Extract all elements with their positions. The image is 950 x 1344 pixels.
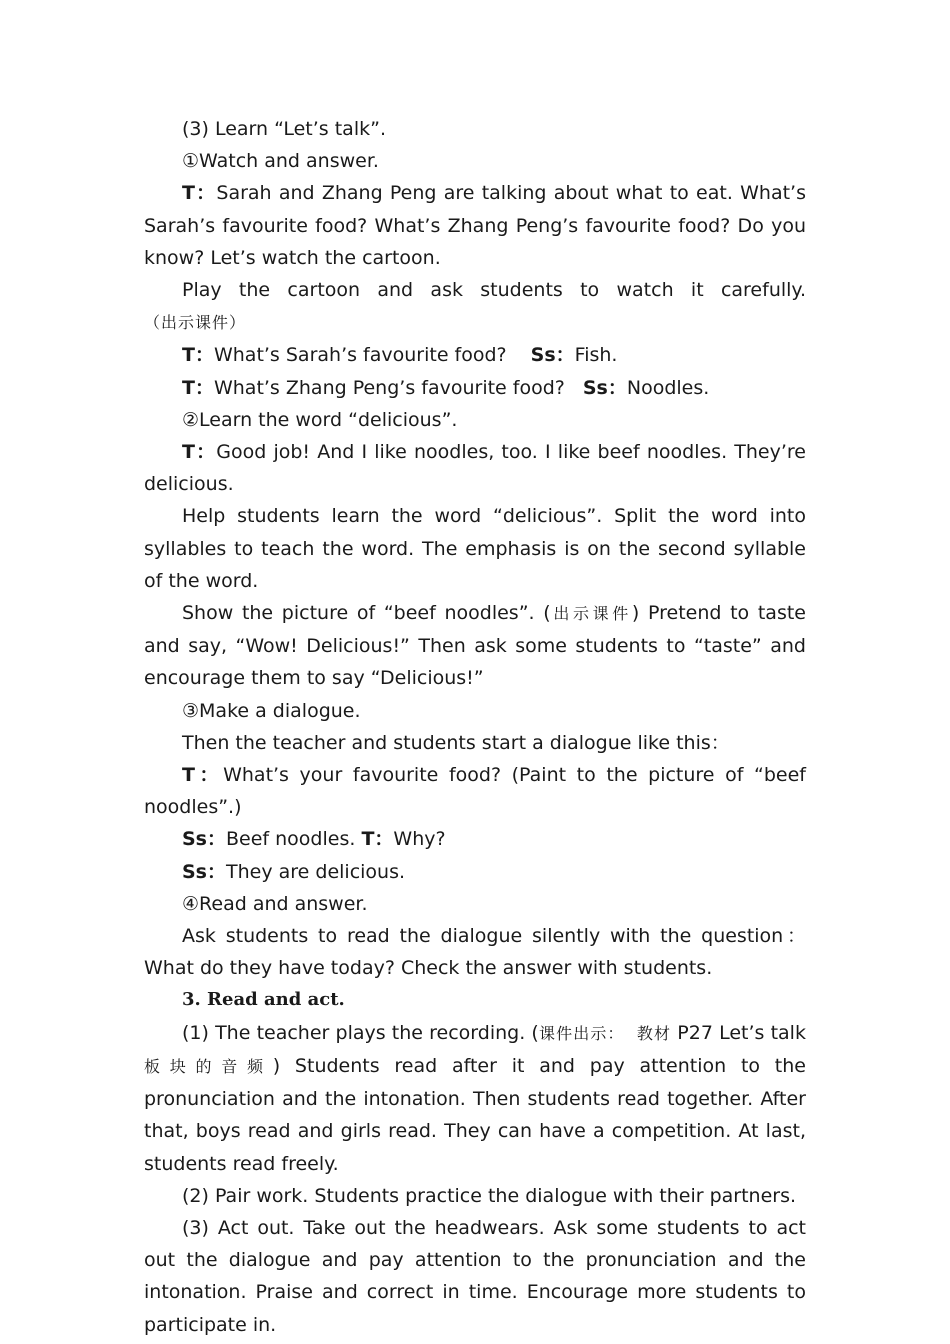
document-page (144, 113, 806, 1341)
answer: Beef noodles. (226, 828, 362, 851)
qa-zhang-peng (144, 372, 806, 404)
line-text: Good job! And I like noodles, too. I like beef noodles. They’re delicious. (144, 441, 806, 496)
line-text: (1) The teacher plays the recording. ( (182, 1021, 539, 1044)
instruction-act-out: (3) Act out. Take out the headwears. Ask some students to act out the dialogue and pay attention to the pronunciation and the intonation. Praise and correct in time. Encourage more students to participate in. (144, 1216, 806, 1336)
answer: They are delicious. (226, 860, 406, 883)
qa-sarah (144, 339, 806, 371)
answer: Fish. (574, 344, 618, 367)
speaker-t: T： (361, 828, 394, 851)
line-text: Sarah and Zhang Peng are talking about what to eat. What’s Sarah’s favourite food? What’s Zhang Peng’s favourite food? Do you know? Let’s watch the cartoon. (144, 182, 806, 269)
speaker-t: T： (182, 376, 214, 399)
speaker-ss: Ss： (530, 344, 575, 367)
step-learn-delicious: ②Learn the word “delicious”. (182, 408, 458, 431)
step-read-and-answer: ④Read and answer. (182, 892, 368, 915)
line-text: Show the picture of “beef noodles”. ( (182, 602, 551, 625)
chinese-note: 教材 (636, 1023, 672, 1043)
teacher-line-good-job (144, 436, 806, 500)
instruction-syllables: Help students learn the word “delicious”. Split the word into syllables to teach the word. The emphasis is on the second syllable of the word. (144, 505, 806, 592)
speaker-ss: Ss： (182, 860, 226, 883)
chinese-note: 课件出示： (538, 1023, 625, 1043)
question: What’s Zhang Peng’s favourite food? (213, 376, 565, 399)
chinese-note: 板块的音频 (144, 1056, 273, 1076)
speaker-t: T： (182, 764, 224, 787)
chinese-note: 出示课件 (550, 604, 632, 624)
speaker-t: T： (182, 182, 217, 205)
speaker-ss: Ss： (182, 828, 226, 851)
speaker-ss: Ss： (582, 376, 627, 399)
instruction-recording (144, 1017, 806, 1180)
speaker-t: T： (182, 344, 214, 367)
instruction-show-picture (144, 597, 806, 695)
step-make-dialogue: ③Make a dialogue. (182, 699, 361, 722)
dialogue-beef-noodles (144, 823, 806, 855)
line-text: What’s your favourite food? (Paint to the picture of “beef noodles”.) (144, 764, 806, 819)
line-text (625, 1022, 637, 1044)
dialogue-delicious (144, 856, 806, 888)
teacher-line-intro (144, 177, 806, 274)
line-text: ) Pretend to taste and say, “Wow! Delicious!” Then ask some students to “taste” and encourage them to say “Delicious!” (144, 602, 806, 690)
instruction-dialogue: Then the teacher and students start a dialogue like this： (182, 731, 730, 754)
line-text: P27 Let’s talk (671, 1021, 806, 1044)
instruction-pair-work: (2) Pair work. Students practice the dialogue with their partners. (182, 1184, 797, 1207)
answer: Noodles. (626, 376, 710, 399)
question: Why? (393, 828, 446, 851)
speaker-t: T： (182, 441, 217, 464)
step-learn-lets-talk: (3) Learn “Let’s talk”. (182, 118, 386, 140)
instruction-read-silently: Ask students to read the dialogue silently with the question：What do they have today? Check the answer with students. (144, 925, 806, 980)
instruction-play-cartoon (144, 274, 806, 339)
teacher-line-favourite (144, 759, 806, 823)
chinese-note: （出示课件） (144, 313, 247, 333)
step-watch-and-answer: ①Watch and answer. (182, 150, 379, 173)
line-text: ) Students read after it and pay attention to the pronunciation and the intonation. Then students read together. After that, boys read and girls read. They can have a competition. At last, students read freely. (144, 1054, 806, 1175)
line-text: Play the cartoon and ask students to watch it carefully. (182, 279, 806, 302)
question: What’s Sarah’s favourite food? (213, 344, 507, 367)
section-heading: 3. Read and act. (182, 989, 345, 1011)
